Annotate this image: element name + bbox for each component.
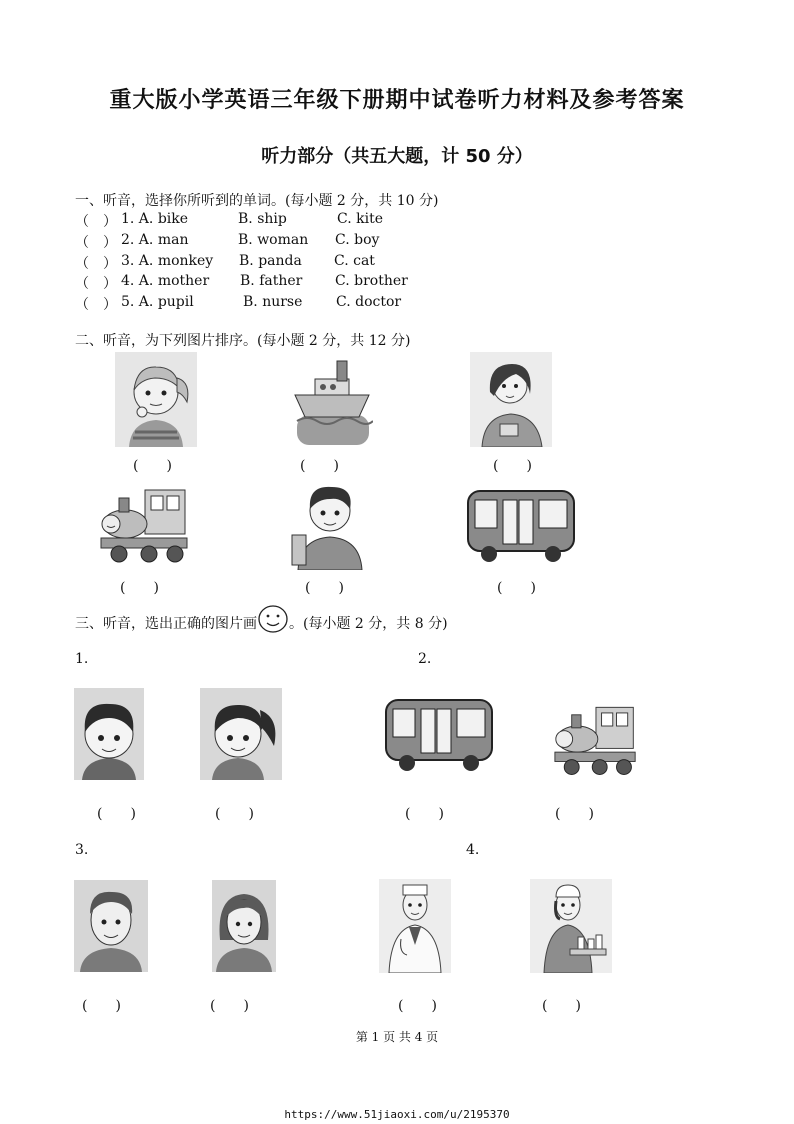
smiley-face-icon [257,604,289,634]
choice-paren-1[interactable]: ( ) [97,806,136,822]
answer-paren[interactable]: （ ） [75,214,117,230]
nurse-picture [530,879,612,973]
question-4 [75,273,475,293]
choice-paren-7[interactable]: ( ) [398,998,437,1014]
option-a: 1. A. bike [121,211,189,227]
section-3-heading-suffix: 。(每小题 2 分，共 8 分) [289,616,448,632]
choice-paren-4[interactable]: ( ) [555,806,594,822]
bus-picture [465,488,577,564]
picture-order-paren-3[interactable]: ( ) [493,458,532,474]
ship-picture [293,355,373,447]
question-3 [75,253,475,273]
option-c: C. cat [334,253,375,269]
picture-order-paren-4[interactable]: ( ) [120,580,159,596]
question-5 [75,294,475,314]
option-b: B. father [240,273,303,289]
item-number-1: 1. [75,651,89,667]
option-a: 4. A. mother [121,273,210,289]
picture-order-paren-5[interactable]: ( ) [305,580,344,596]
picture-order-paren-1[interactable]: ( ) [133,458,172,474]
page-subtitle: 听力部分（共五大题，计 50 分） [261,146,533,167]
item-number-3: 3. [75,842,89,858]
option-a: 2. A. man [121,232,189,248]
boy-picture [290,477,370,570]
section-1-heading: 一、听音，选择你所听到的单词。(每小题 2 分，共 10 分) [75,193,439,209]
toy-train-picture [97,480,192,570]
answer-paren[interactable]: （ ） [75,276,117,292]
option-c: C. kite [337,211,383,227]
option-b: B. woman [238,232,309,248]
item-number-2: 2. [418,651,432,667]
woman-picture [470,352,552,447]
answer-paren[interactable]: （ ） [75,256,117,272]
page-title: 重大版小学英语三年级下册期中试卷听力材料及参考答案 [109,88,685,113]
option-b: B. ship [238,211,287,227]
page-footer: 第 1 页 共 4 页 [355,1030,439,1044]
option-a: 5. A. pupil [121,294,194,310]
option-b: B. panda [239,253,302,269]
section-2-heading: 二、听音，为下列图片排序。(每小题 2 分，共 12 分) [75,333,411,349]
question-1 [75,211,475,231]
option-c: C. doctor [336,294,402,310]
question-2 [75,232,475,252]
bus-picture-2 [383,697,495,773]
picture-order-paren-6[interactable]: ( ) [497,580,536,596]
mother-picture [212,880,276,972]
choice-paren-8[interactable]: ( ) [542,998,581,1014]
choice-paren-3[interactable]: ( ) [405,806,444,822]
section-3-heading [75,613,448,634]
choice-paren-5[interactable]: ( ) [82,998,121,1014]
choice-paren-2[interactable]: ( ) [215,806,254,822]
girl-picture [115,352,197,447]
picture-order-paren-2[interactable]: ( ) [300,458,339,474]
girl-face-picture [200,688,282,780]
father-picture [74,880,148,972]
choice-paren-6[interactable]: ( ) [210,998,249,1014]
doctor-picture [379,879,451,973]
option-c: C. boy [335,232,380,248]
option-b: B. nurse [243,294,303,310]
boy-face-picture [74,688,144,780]
item-number-4: 4. [466,842,480,858]
option-a: 3. A. monkey [121,253,214,269]
option-c: C. brother [335,273,408,289]
answer-paren[interactable]: （ ） [75,235,117,251]
answer-paren[interactable]: （ ） [75,297,117,313]
toy-train-picture-2 [548,698,643,782]
source-url[interactable]: https://www.51jiaoxi.com/u/2195370 [284,1108,510,1121]
section-3-heading-text: 三、听音，选出正确的图片画 [75,616,257,632]
